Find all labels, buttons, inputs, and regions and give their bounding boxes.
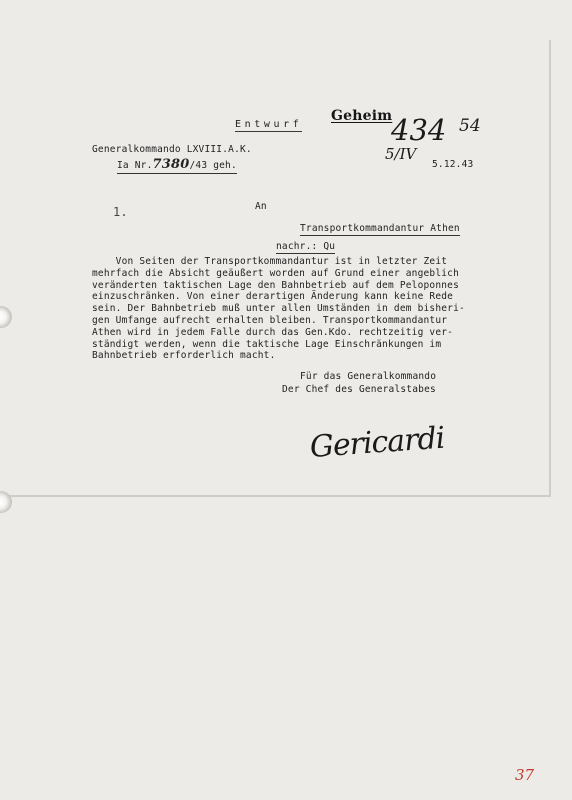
body-line: gen Umfange aufrecht erhalten bleiben. Transportkommandantur <box>92 314 448 326</box>
body-line: veränderten taktischen Lage den Bahnbetrieb auf dem Peloponnes <box>92 279 460 291</box>
reference-suffix: /43 geh. <box>189 160 237 171</box>
letter-date: 5.12.43 <box>432 159 474 170</box>
letter-body <box>92 256 465 362</box>
margin-mark: 1. <box>113 205 128 219</box>
signature-line-2: Der Chef des Generalstabes <box>282 384 436 395</box>
reference-prefix: Ia Nr. <box>117 160 153 171</box>
reference-number <box>117 157 237 174</box>
body-line: mehrfach die Absicht geäußert worden auf Grund einer angeblich <box>92 267 460 279</box>
body-line: Athen wird in jedem Falle durch das Gen.Kdo. rechtzeitig ver- <box>92 326 454 338</box>
copy-to-line: nachr.: Qu <box>276 241 336 252</box>
handwritten-note: 54 <box>459 116 481 136</box>
body-line: Von Seiten der Transportkommandantur ist in letzter Zeit <box>92 256 448 267</box>
secret-stamp: Geheim <box>331 108 393 124</box>
body-line: einzuschränken. Von einer derartigen Änderung kann keine Rede <box>92 291 454 303</box>
sender-line: Generalkommando LXVIII.A.K. <box>92 144 252 155</box>
handwritten-initials: 5/IV <box>385 145 417 163</box>
handwritten-number: 434 <box>391 113 447 147</box>
body-line: ständigt werden, wenn die taktische Lage Einschränkungen im <box>92 338 442 350</box>
page-number: 37 <box>515 766 535 784</box>
signature-line-1: Für das Generalkommando <box>300 371 437 382</box>
handwritten-signature: Gericardi <box>308 420 446 465</box>
recipient-name: Transportkommandantur Athen <box>300 223 460 234</box>
draft-label: Entwurf <box>235 119 303 130</box>
reference-handwritten-number: 7380 <box>152 157 190 172</box>
body-line: sein. Der Bahnbetrieb muß unter allen Umständen in dem bisheri- <box>92 303 465 315</box>
body-line: Bahnbetrieb erforderlich macht. <box>92 350 276 362</box>
recipient-an: An <box>255 201 267 212</box>
